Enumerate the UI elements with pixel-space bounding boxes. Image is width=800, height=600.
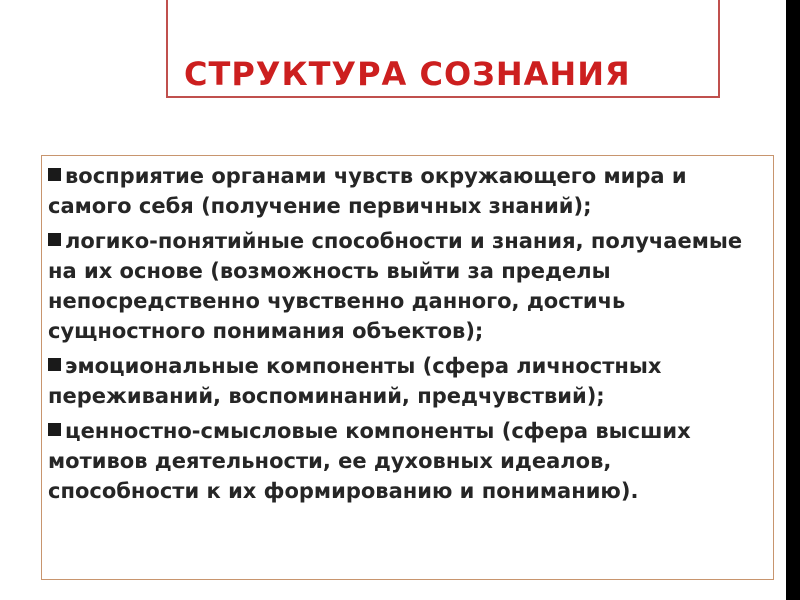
square-bullet-icon (48, 233, 61, 246)
list-item (48, 416, 768, 506)
list-item-text: логико-понятийные способности и знания, получаемые на их основе (возможность выйти за пределы непосредственно чувственно данного, достичь сущностного понимания объектов); (48, 229, 743, 343)
square-bullet-icon (48, 423, 61, 436)
list-item-text: восприятие органами чувств окружающего мира и самого себя (получение первичных знаний); (48, 164, 687, 218)
list-item-text: эмоциональные компоненты (сфера личностных переживаний, воспоминаний, предчувствий); (48, 354, 662, 408)
bullet-list (48, 161, 768, 511)
square-bullet-icon (48, 168, 61, 181)
slide-title: СТРУКТУРА СОЗНАНИЯ (184, 55, 631, 93)
title-frame (166, 0, 720, 98)
list-item (48, 161, 768, 221)
square-bullet-icon (48, 358, 61, 371)
content-frame (41, 155, 774, 580)
list-item (48, 351, 768, 411)
list-item (48, 226, 768, 346)
list-item-text: ценностно-смысловые компоненты (сфера высших мотивов деятельности, ее духовных идеалов, способности к их формированию и пониманию). (48, 419, 691, 503)
right-edge-bar (786, 0, 800, 600)
